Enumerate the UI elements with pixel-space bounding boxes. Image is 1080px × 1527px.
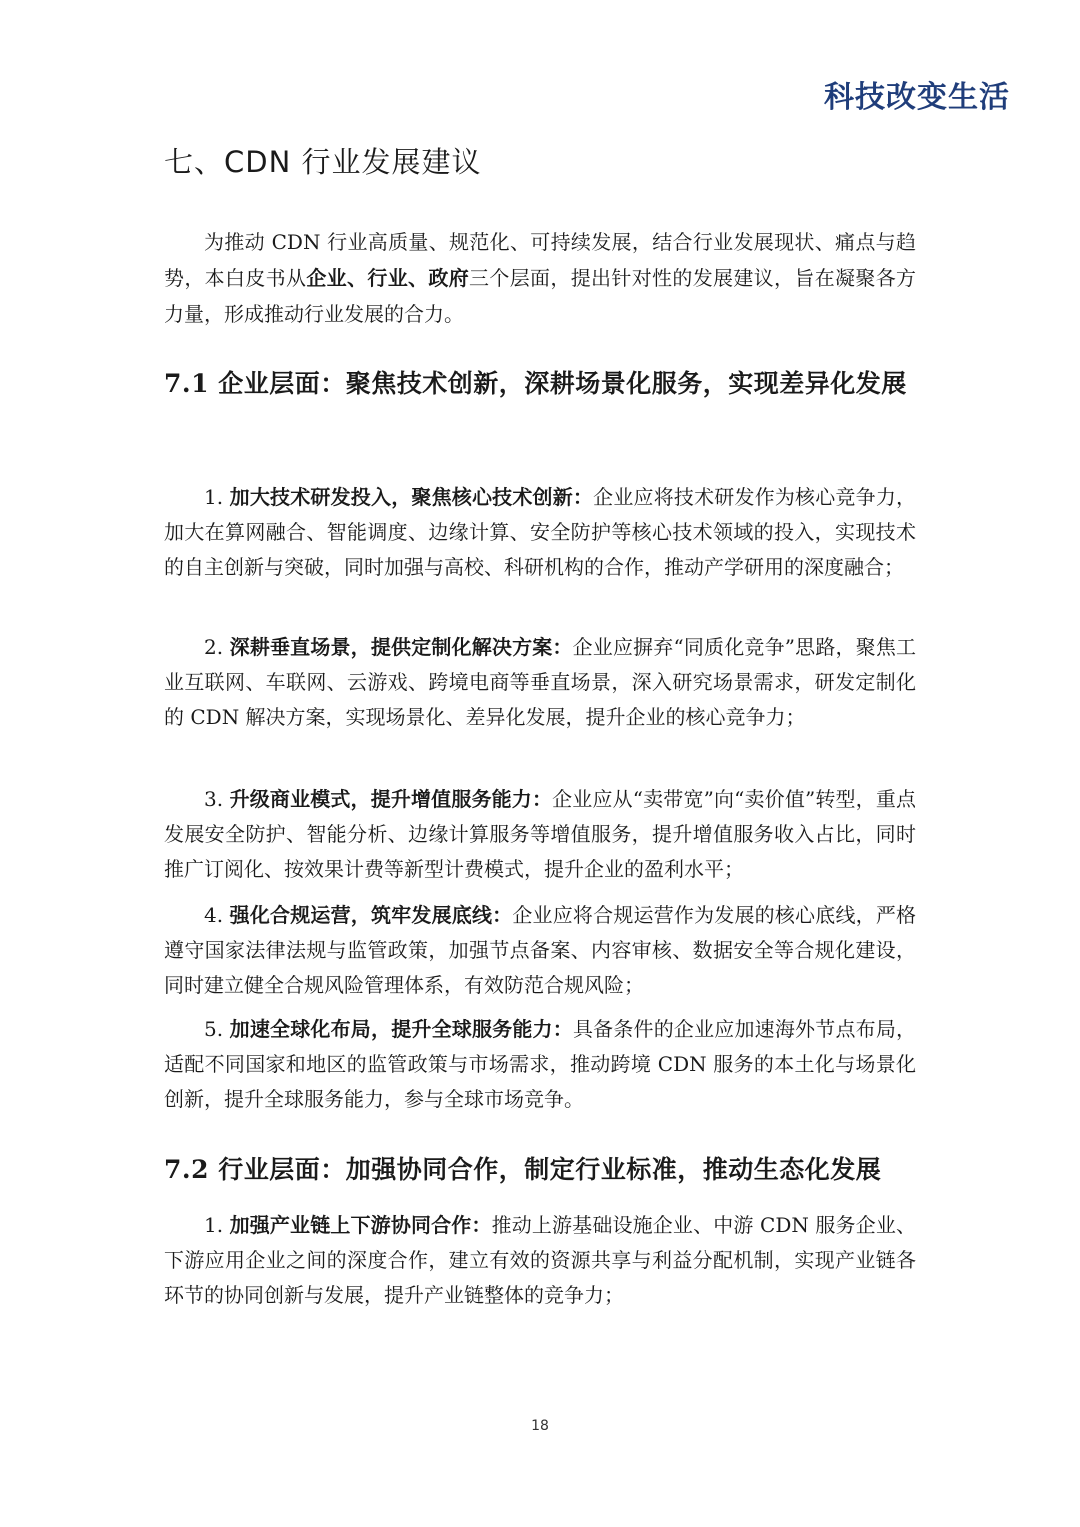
list-item	[164, 630, 916, 735]
list-item	[164, 480, 916, 585]
item-body: 企业应摒弃“同质化竞争”思路，聚焦工业互联网、车联网、云游戏、跨境电商等垂直场景，深入研究场景需求，研发定制化的 CDN 解决方案，实现场景化、差异化发展，提升企业的核心竞争力；	[164, 635, 917, 729]
item-lead: 加大技术研发投入，聚焦核心技术创新：	[229, 485, 594, 509]
section-title: 企业层面：聚焦技术创新，深耕场景化服务，实现差异化发展	[218, 369, 907, 398]
intro-bold-enterprise: 企业	[306, 266, 348, 290]
intro-text: 为推动 CDN 行业高质量、规范化、可持续发展，结合行业发展现状、痛点与趋势，本白皮书从	[164, 230, 916, 290]
intro-bold-industry: 行业	[367, 266, 409, 290]
section-number: 7.2	[164, 1155, 209, 1184]
item-lead: 深耕垂直场景，提供定制化解决方案：	[229, 635, 573, 659]
intro-bold-sep: 、	[408, 266, 429, 290]
item-number: 2.	[204, 635, 224, 659]
item-lead: 加速全球化布局，提升全球服务能力：	[229, 1017, 573, 1041]
section-heading	[164, 356, 916, 412]
item-lead: 加强产业链上下游协同合作：	[229, 1213, 492, 1237]
item-body: 企业应从“卖带宽”向“卖价值”转型，重点发展安全防护、智能分析、边缘计算服务等增值服务，提升增值服务收入占比，同时推广订阅化、按效果计费等新型计费模式，提升企业的盈利水平；	[164, 787, 917, 881]
item-number: 4.	[204, 903, 224, 927]
item-body: 具备条件的企业应加速海外节点布局，适配不同国家和地区的监管政策与市场需求，推动跨境 CDN 服务的本土化与场景化创新，提升全球服务能力，参与全球市场竞争。	[164, 1017, 917, 1111]
section-title: 行业层面：加强协同合作，制定行业标准，推动生态化发展	[218, 1155, 882, 1184]
intro-bold-government: 政府	[428, 266, 470, 290]
header-brand: 科技改变生活	[824, 80, 1010, 115]
item-lead: 升级商业模式，提升增值服务能力：	[229, 787, 553, 811]
item-number: 1.	[204, 485, 224, 509]
chapter-title: 七、CDN 行业发展建议	[164, 145, 482, 179]
item-body: 推动上游基础设施企业、中游 CDN 服务企业、下游应用企业之间的深度合作，建立有效的资源共享与利益分配机制，实现产业链各环节的协同创新与发展，提升产业链整体的竞争力；	[164, 1213, 917, 1307]
list-item	[164, 1208, 916, 1313]
section-heading	[164, 1142, 916, 1198]
item-body: 企业应将技术研发作为核心竞争力，加大在算网融合、智能调度、边缘计算、安全防护等核心技术领域的投入，实现技术的自主创新与突破，同时加强与高校、科研机构的合作，推动产学研用的深度融合；	[164, 485, 917, 579]
intro-bold-sep: 、	[347, 266, 368, 290]
list-item	[164, 898, 916, 1003]
intro-text: 三个层面，提出针对性的发展建议，旨在凝聚各方力量，形成推动行业发展的合力。	[164, 266, 917, 326]
list-item	[164, 1012, 916, 1117]
item-body: 企业应将合规运营作为发展的核心底线，严格遵守国家法律法规与监管政策，加强节点备案、内容审核、数据安全等合规化建设，同时建立健全合规风险管理体系，有效防范合规风险；	[164, 903, 917, 997]
list-item	[164, 782, 916, 887]
item-number: 5.	[204, 1017, 224, 1041]
item-number: 1.	[204, 1213, 224, 1237]
item-number: 3.	[204, 787, 224, 811]
intro-paragraph	[164, 224, 916, 332]
item-lead: 强化合规运营，筑牢发展底线：	[229, 903, 513, 927]
section-number: 7.1	[164, 369, 209, 398]
page-number: 18	[531, 1418, 549, 1434]
